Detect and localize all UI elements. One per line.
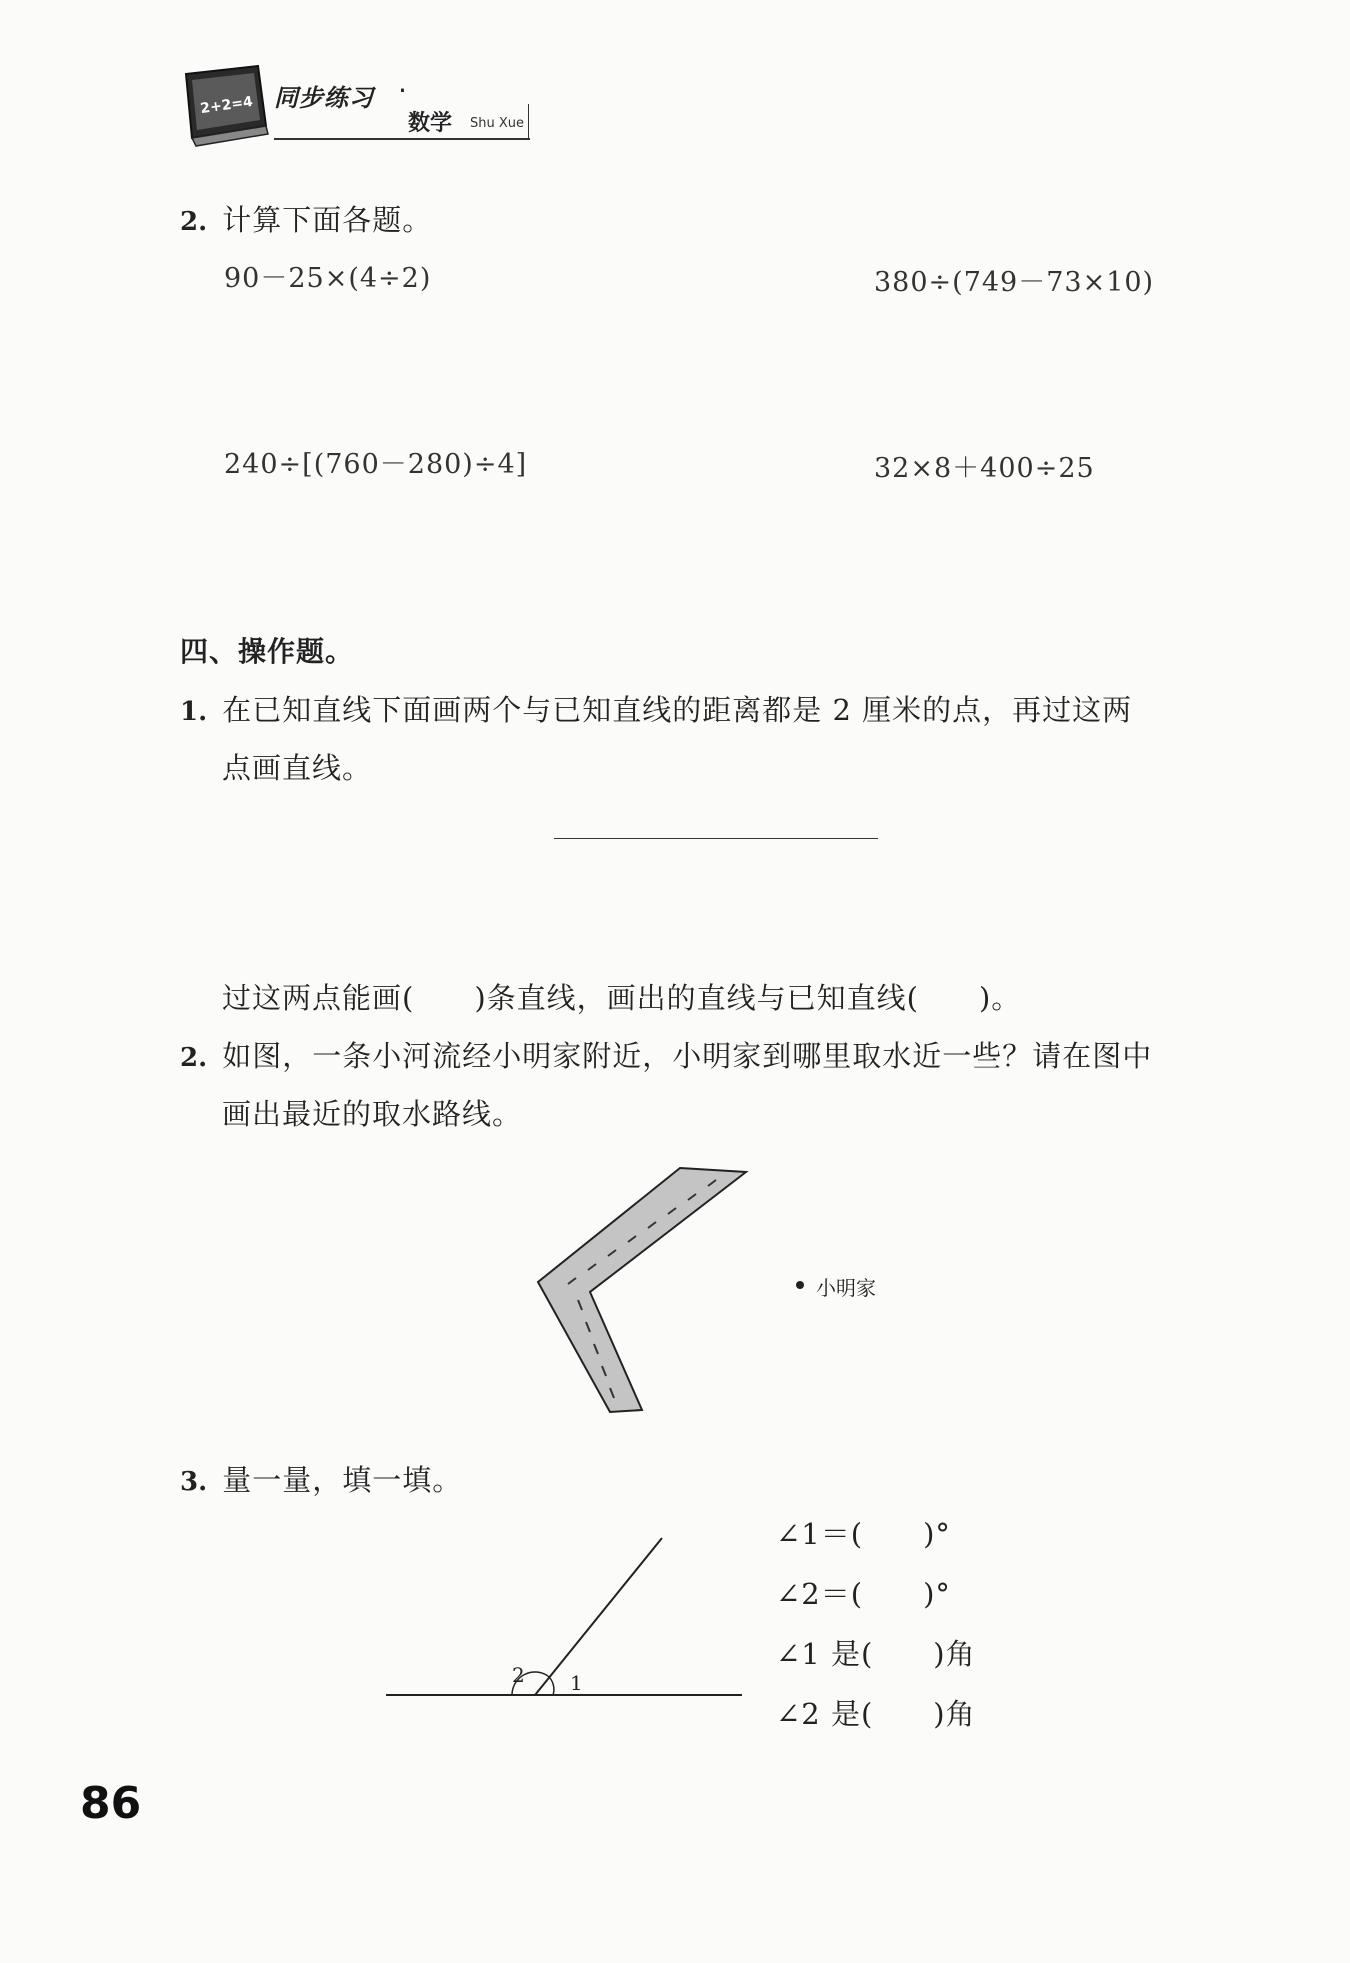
expression-3: 240÷[(760－280)÷4]: [224, 449, 528, 480]
expression-2: 380÷(749－73×10): [874, 267, 1155, 298]
header-rule-end: [528, 104, 529, 140]
angle-2-type: ∠2 是( )角: [776, 1697, 976, 1731]
brand-title: 同步练习: [274, 84, 374, 112]
fill-blank-sentence: 过这两点能画( )条直线，画出的直线与已知直线( )。: [222, 981, 1022, 1015]
question-text-continued: 画出最近的取水路线。: [222, 1097, 523, 1131]
question-number: 2.: [180, 1043, 208, 1073]
blackboard-monitor-icon: [178, 64, 270, 150]
angle-diagram: [380, 1530, 760, 1710]
brand-dot: ·: [398, 74, 407, 107]
given-line: [554, 838, 878, 839]
operation-question-1: [180, 688, 1132, 729]
expression-4: 32×8＋400÷25: [874, 453, 1095, 484]
expression-1: 90－25×(4÷2): [224, 263, 432, 294]
home-dot: [796, 1281, 804, 1289]
operation-question-3: [180, 1458, 462, 1499]
angle-2-degrees: ∠2＝( )°: [776, 1577, 951, 1611]
ray-line: [535, 1538, 662, 1695]
question-number: 2.: [180, 207, 208, 237]
question-number: 3.: [180, 1467, 208, 1497]
page-header: [178, 60, 538, 156]
section-title: 四、操作题。: [180, 635, 355, 668]
home-label: 小明家: [816, 1276, 876, 1300]
question-text-continued: 点画直线。: [222, 751, 373, 785]
subject-label: 数学: [408, 111, 453, 136]
question-text: 计算下面各题。: [222, 203, 433, 237]
operation-question-2: [180, 1034, 1152, 1075]
header-rule: [274, 138, 530, 140]
question-number: 1.: [180, 697, 208, 727]
subject-pinyin: Shu Xue: [470, 116, 525, 131]
question-text: 在已知直线下面画两个与已知直线的距离都是 2 厘米的点，再过这两: [222, 693, 1133, 727]
question-text: 量一量，填一填。: [222, 1463, 463, 1497]
page-number: 86: [80, 1778, 142, 1829]
question-text: 如图，一条小河流经小明家附近，小明家到哪里取水近一些？请在图中: [222, 1039, 1153, 1073]
angle-1-type: ∠1 是( )角: [776, 1637, 976, 1671]
calc-question: [180, 198, 432, 239]
angle-label-2: 2: [512, 1663, 525, 1687]
monitor-text: 2+2=4: [199, 93, 254, 118]
angle-1-degrees: ∠1＝( )°: [776, 1517, 951, 1551]
angle-label-1: 1: [570, 1671, 583, 1695]
river-diagram: [520, 1150, 780, 1420]
